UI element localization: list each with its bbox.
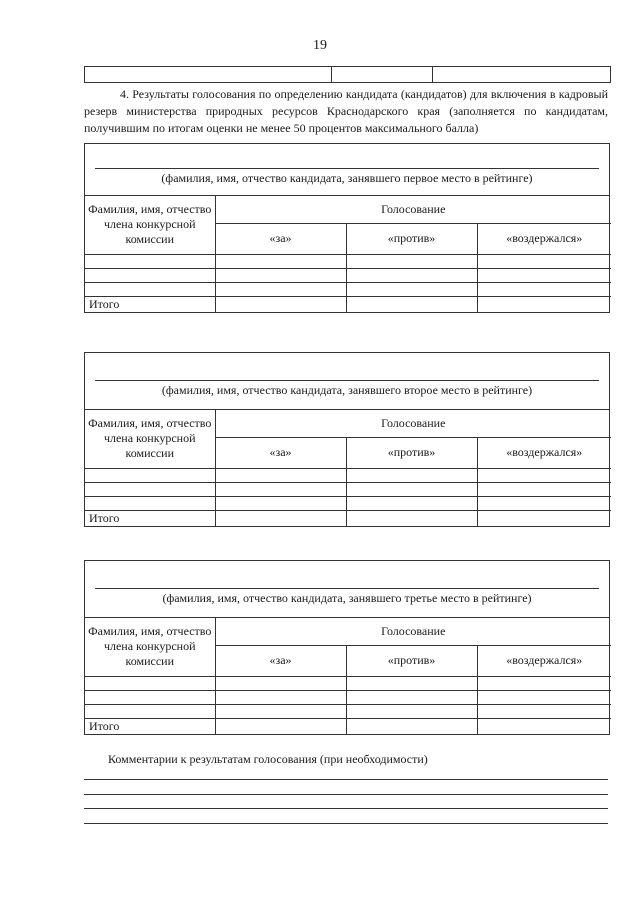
column-for: «за» — [215, 437, 346, 468]
total-label: Итого — [85, 510, 215, 526]
comment-line[interactable] — [84, 808, 608, 809]
column-for: «за» — [215, 223, 346, 254]
member-name-header: Фамилия, имя, отчество члена конкурсной комиссии — [85, 410, 215, 468]
table-row — [85, 496, 611, 510]
table-row — [85, 482, 611, 496]
voting-table — [85, 618, 611, 734]
candidate-name-line[interactable] — [95, 168, 599, 169]
voting-table — [85, 196, 611, 312]
voting-table — [85, 410, 611, 526]
voting-header: Голосование — [215, 618, 611, 645]
column-abstain: «воздержался» — [477, 437, 611, 468]
member-name-header: Фамилия, имя, отчество члена конкурсной комиссии — [85, 196, 215, 254]
member-name-header: Фамилия, имя, отчество члена конкурсной комиссии — [85, 618, 215, 676]
column-abstain: «воздержался» — [477, 223, 611, 254]
comment-line[interactable] — [84, 794, 608, 795]
candidate-name-area — [85, 561, 609, 618]
table-row — [85, 268, 611, 282]
candidate-caption: (фамилия, имя, отчество кандидата, занявшего третье место в рейтинге) — [162, 591, 532, 605]
section-intro: 4. Результаты голосования по определению кандидата (кандидатов) для включения в кадровый резерв министерства природных ресурсов Краснодарского края (заполняется по кандидатам, получившим по итогам оценки не менее 50 процентов максимального балла) — [84, 87, 608, 135]
comment-line[interactable] — [84, 823, 608, 824]
comments-label: Комментарии к результатам голосования (при необходимости) — [108, 752, 428, 766]
voting-header: Голосование — [215, 410, 611, 437]
column-abstain: «воздержался» — [477, 645, 611, 676]
total-label: Итого — [85, 296, 215, 312]
previous-table-tail — [84, 66, 611, 83]
page-number: 19 — [313, 38, 327, 53]
candidate-block-2 — [84, 352, 610, 527]
table-row — [85, 468, 611, 482]
total-row — [85, 296, 611, 312]
candidate-name-line[interactable] — [95, 380, 599, 381]
voting-header: Голосование — [215, 196, 611, 223]
candidate-name-area — [85, 144, 609, 196]
candidate-caption: (фамилия, имя, отчество кандидата, занявшего второе место в рейтинге) — [161, 383, 533, 397]
candidate-name-area — [85, 353, 609, 410]
table-row — [85, 254, 611, 268]
candidate-caption: (фамилия, имя, отчество кандидата, занявшего первое место в рейтинге) — [161, 171, 533, 185]
candidate-name-line[interactable] — [95, 588, 599, 589]
table-row — [85, 690, 611, 704]
comment-line[interactable] — [84, 779, 608, 780]
column-for: «за» — [215, 645, 346, 676]
table-row — [85, 282, 611, 296]
column-against: «против» — [346, 223, 477, 254]
table-row — [85, 704, 611, 718]
candidate-block-3 — [84, 560, 610, 735]
total-label: Итого — [85, 718, 215, 734]
column-against: «против» — [346, 645, 477, 676]
candidate-block-1 — [84, 143, 610, 313]
table-row — [85, 676, 611, 690]
total-row — [85, 718, 611, 734]
column-against: «против» — [346, 437, 477, 468]
total-row — [85, 510, 611, 526]
